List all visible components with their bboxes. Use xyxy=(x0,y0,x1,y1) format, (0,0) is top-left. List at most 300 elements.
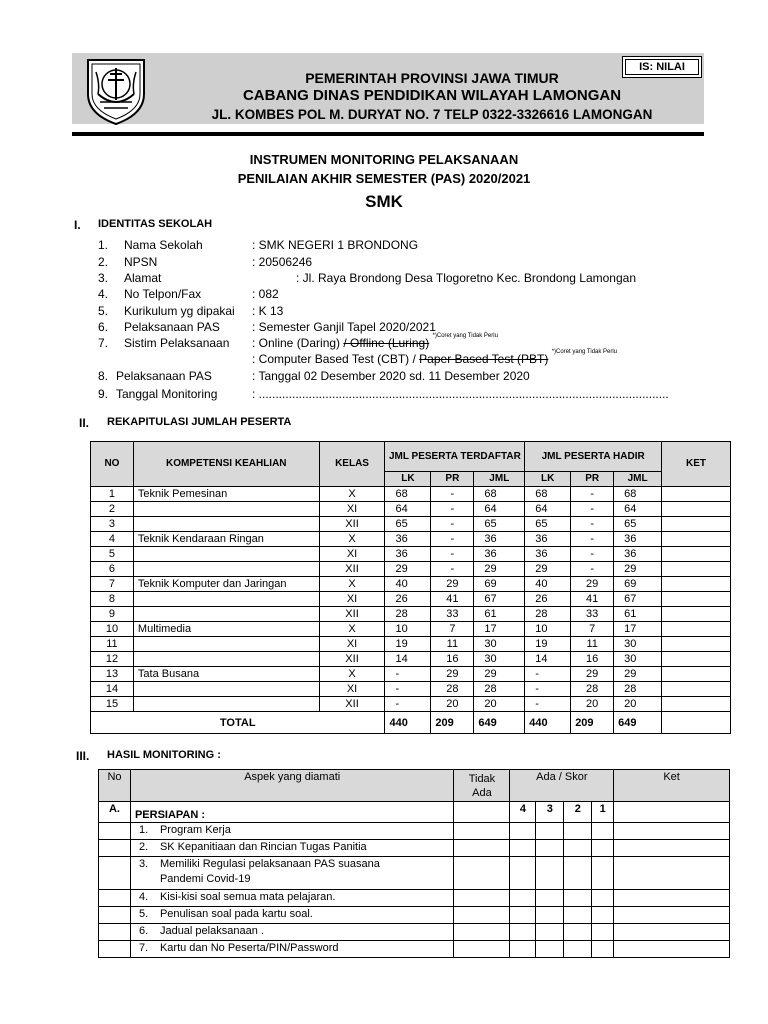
section-3-number: III. xyxy=(76,749,90,763)
recap-cell: 29 xyxy=(571,667,614,682)
aspect-cell xyxy=(130,907,454,924)
section-2-number: II. xyxy=(79,416,90,430)
recap-cell: - xyxy=(571,532,614,547)
monitoring-row xyxy=(99,823,730,840)
recap-cell: 14 xyxy=(525,652,571,667)
row-spacer xyxy=(99,924,131,941)
recap-cell: 12 xyxy=(91,652,134,667)
sistim-option-offline: / Offline (Luring) xyxy=(343,336,430,350)
monitoring-table xyxy=(98,769,730,958)
score-cell[interactable] xyxy=(510,840,536,857)
recap-cell: 20 xyxy=(614,697,662,712)
tidak-ada-cell[interactable] xyxy=(454,907,510,924)
group-label: PERSIAPAN : xyxy=(130,802,454,823)
form-code-badge: IS: NILAI xyxy=(622,56,702,78)
section-1-heading: IDENTITAS SEKOLAH xyxy=(98,218,213,230)
ket-cell[interactable] xyxy=(614,823,730,840)
total-value: 440 xyxy=(385,712,431,734)
recap-cell: 36 xyxy=(525,532,571,547)
score-cell[interactable] xyxy=(536,823,564,840)
ket-cell[interactable] xyxy=(614,907,730,924)
col-ada-skor: Ada / Skor xyxy=(510,770,614,802)
aspect-no: 4. xyxy=(138,891,149,903)
recap-cell: 29 xyxy=(385,562,431,577)
recap-row xyxy=(91,592,731,607)
row-spacer xyxy=(99,941,131,958)
recap-cell: 28 xyxy=(571,682,614,697)
ket-cell[interactable] xyxy=(614,924,730,941)
recap-cell: 4 xyxy=(91,532,134,547)
recap-cell: XI xyxy=(319,637,385,652)
recap-cell: - xyxy=(431,562,474,577)
recap-cell xyxy=(133,637,319,652)
score-cell[interactable] xyxy=(592,840,614,857)
recap-cell: 29 xyxy=(614,562,662,577)
recap-cell: 7 xyxy=(571,622,614,637)
score-cell[interactable] xyxy=(592,924,614,941)
recap-cell: 14 xyxy=(91,682,134,697)
identity-item-label: Kurikulum yg dipakai xyxy=(124,304,235,318)
total-value: 649 xyxy=(614,712,662,734)
recap-ket-cell xyxy=(662,532,731,547)
doc-title-2: PENILAIAN AKHIR SEMESTER (PAS) 2020/2021 xyxy=(237,171,531,186)
score-cell[interactable] xyxy=(592,890,614,907)
aspect-cell xyxy=(130,890,454,907)
section-2-heading: REKAPITULASI JUMLAH PESERTA xyxy=(107,416,292,428)
row-spacer xyxy=(99,857,131,890)
identity-item-label: Tanggal Monitoring xyxy=(116,387,218,401)
score-cell[interactable] xyxy=(510,823,536,840)
recap-cell: 16 xyxy=(571,652,614,667)
col-hadir-lk: LK xyxy=(525,472,571,487)
recap-cell: 10 xyxy=(525,622,571,637)
recap-cell: 5 xyxy=(91,547,134,562)
recap-cell: Teknik Kendaraan Ringan xyxy=(133,532,319,547)
recap-cell: 13 xyxy=(91,667,134,682)
recap-row xyxy=(91,577,731,592)
recap-cell: 36 xyxy=(385,532,431,547)
recap-ket-cell xyxy=(662,562,731,577)
recap-row xyxy=(91,622,731,637)
aspect-no: 5. xyxy=(138,908,149,920)
recap-cell: - xyxy=(431,517,474,532)
sistim-line-2 xyxy=(252,349,618,366)
recap-cell: 64 xyxy=(474,502,525,517)
identity-item-value: : ........................................................................................................................... xyxy=(252,387,669,401)
recap-cell: 36 xyxy=(614,547,662,562)
col-kelas: KELAS xyxy=(319,442,385,487)
recap-row xyxy=(91,517,731,532)
participant-recap-table xyxy=(90,441,731,734)
identity-item-value: : K 13 xyxy=(252,304,284,318)
tidak-ada-cell[interactable] xyxy=(454,802,510,823)
score-cell[interactable] xyxy=(592,857,614,890)
total-value: 209 xyxy=(571,712,614,734)
recap-cell: 11 xyxy=(431,637,474,652)
recap-cell: 36 xyxy=(385,547,431,562)
recap-cell: 64 xyxy=(525,502,571,517)
recap-cell: - xyxy=(431,547,474,562)
recap-cell: XII xyxy=(319,697,385,712)
score-cell[interactable] xyxy=(536,907,564,924)
score-cell[interactable] xyxy=(564,941,592,958)
score-cell[interactable] xyxy=(510,890,536,907)
score-cell[interactable] xyxy=(592,823,614,840)
recap-cell: - xyxy=(385,697,431,712)
recap-cell: XI xyxy=(319,592,385,607)
recap-cell: 19 xyxy=(525,637,571,652)
recap-cell: 29 xyxy=(474,562,525,577)
recap-ket-cell xyxy=(662,487,731,502)
tidak-ada-cell[interactable] xyxy=(454,941,510,958)
recap-cell: 15 xyxy=(91,697,134,712)
score-cell[interactable] xyxy=(510,857,536,890)
recap-cell: 26 xyxy=(385,592,431,607)
score-cell[interactable] xyxy=(564,840,592,857)
recap-cell: 29 xyxy=(431,667,474,682)
aspect-no: 1. xyxy=(138,824,149,836)
recap-ket-cell xyxy=(662,592,731,607)
doc-title-3: SMK xyxy=(365,192,403,211)
letterhead-line-2: CABANG DINAS PENDIDIKAN WILAYAH LAMONGAN xyxy=(242,87,622,104)
recap-cell: X xyxy=(319,622,385,637)
sistim-option-pbt: Paper Based Test (PBT) xyxy=(419,352,549,366)
recap-cell xyxy=(133,562,319,577)
total-label: TOTAL xyxy=(91,712,385,734)
col-kompetensi: KOMPETENSI KEAHLIAN xyxy=(133,442,319,487)
col-ket: Ket xyxy=(614,770,730,802)
recap-cell: 7 xyxy=(431,622,474,637)
tidak-ada-cell[interactable] xyxy=(454,924,510,941)
aspect-no: 6. xyxy=(138,925,149,937)
score-cell[interactable] xyxy=(536,857,564,890)
col-hadir-pr: PR xyxy=(571,472,614,487)
east-java-emblem-icon xyxy=(80,54,152,126)
score-cell[interactable] xyxy=(536,941,564,958)
monitoring-row xyxy=(99,840,730,857)
score-cell[interactable] xyxy=(536,924,564,941)
row-spacer xyxy=(99,840,131,857)
monitoring-row xyxy=(99,857,730,890)
identity-item-no: 5. xyxy=(98,304,109,318)
recap-row xyxy=(91,547,731,562)
recap-ket-cell xyxy=(662,577,731,592)
tidak-ada-cell[interactable] xyxy=(454,890,510,907)
recap-row xyxy=(91,607,731,622)
recap-cell: 3 xyxy=(91,517,134,532)
recap-cell: 1 xyxy=(91,487,134,502)
identity-item-label: No Telpon/Fax xyxy=(124,287,202,301)
col-terdaftar-jml: JML xyxy=(474,472,525,487)
score-cell[interactable] xyxy=(592,907,614,924)
identity-item-label: Pelaksanaan PAS xyxy=(124,320,220,334)
recap-cell xyxy=(133,592,319,607)
recap-ket-cell xyxy=(662,667,731,682)
col-no: NO xyxy=(91,442,134,487)
identity-item-no: 7. xyxy=(98,336,109,350)
col-terdaftar-pr: PR xyxy=(431,472,474,487)
monitoring-row xyxy=(99,941,730,958)
recap-row xyxy=(91,562,731,577)
aspect-cell xyxy=(130,857,454,890)
group-no: A. xyxy=(99,802,131,823)
recap-cell: 28 xyxy=(431,682,474,697)
recap-cell: - xyxy=(525,667,571,682)
col-no: No xyxy=(99,770,131,802)
identity-item-no: 6. xyxy=(98,320,109,334)
col-ket: KET xyxy=(662,442,731,487)
score-header: 1 xyxy=(592,802,614,823)
recap-cell: 36 xyxy=(474,547,525,562)
letterhead-line-1: PEMERINTAH PROVINSI JAWA TIMUR xyxy=(305,70,559,86)
recap-row xyxy=(91,502,731,517)
recap-cell: 26 xyxy=(525,592,571,607)
aspect-text: Penulisan soal pada kartu soal. xyxy=(159,908,313,920)
sistim-line-1 xyxy=(252,333,498,350)
recap-row xyxy=(91,532,731,547)
ket-cell[interactable] xyxy=(614,802,730,823)
score-cell[interactable] xyxy=(510,924,536,941)
recap-ket-cell xyxy=(662,517,731,532)
tidak-ada-cell[interactable] xyxy=(454,823,510,840)
recap-row xyxy=(91,667,731,682)
col-hadir-jml: JML xyxy=(614,472,662,487)
recap-cell: XI xyxy=(319,547,385,562)
col-terdaftar-lk: LK xyxy=(385,472,431,487)
identity-item-no: 8. xyxy=(98,369,109,383)
score-cell[interactable] xyxy=(564,857,592,890)
identity-item-value: : Semester Ganjil Tapel 2020/2021 xyxy=(252,320,436,334)
total-value: 649 xyxy=(474,712,525,734)
recap-cell: 2 xyxy=(91,502,134,517)
total-value: 440 xyxy=(525,712,571,734)
monitoring-row xyxy=(99,907,730,924)
recap-cell: 28 xyxy=(525,607,571,622)
identity-item-no: 1. xyxy=(98,238,109,252)
recap-cell: 9 xyxy=(91,607,134,622)
recap-cell: 19 xyxy=(385,637,431,652)
recap-cell: 33 xyxy=(571,607,614,622)
aspect-no: 3. xyxy=(138,858,149,870)
recap-cell: 36 xyxy=(614,532,662,547)
recap-cell: 65 xyxy=(525,517,571,532)
recap-cell: 7 xyxy=(91,577,134,592)
recap-cell: X xyxy=(319,577,385,592)
recap-cell: 30 xyxy=(614,637,662,652)
score-cell[interactable] xyxy=(564,823,592,840)
recap-cell: 17 xyxy=(614,622,662,637)
recap-cell: 16 xyxy=(431,652,474,667)
recap-cell: - xyxy=(525,697,571,712)
col-hadir: JML PESERTA HADIR xyxy=(525,442,662,472)
recap-cell: - xyxy=(571,502,614,517)
recap-cell: 17 xyxy=(474,622,525,637)
recap-cell: XII xyxy=(319,652,385,667)
recap-ket-cell xyxy=(662,502,731,517)
strike-note: *)Coret yang Tidak Perlu xyxy=(551,349,618,355)
recap-cell: - xyxy=(431,502,474,517)
aspect-text: Kartu dan No Peserta/PIN/Password xyxy=(159,942,339,954)
aspect-cell xyxy=(130,924,454,941)
recap-cell: 29 xyxy=(431,577,474,592)
score-cell[interactable] xyxy=(564,924,592,941)
identity-item-label: Pelaksanaan PAS xyxy=(116,369,212,383)
recap-cell: 65 xyxy=(385,517,431,532)
recap-cell: 11 xyxy=(91,637,134,652)
recap-ket-cell xyxy=(662,682,731,697)
score-cell[interactable] xyxy=(592,941,614,958)
recap-cell: 61 xyxy=(474,607,525,622)
recap-cell: 20 xyxy=(431,697,474,712)
recap-cell: 30 xyxy=(474,652,525,667)
identity-item-no: 3. xyxy=(98,271,109,285)
recap-cell: - xyxy=(385,682,431,697)
recap-cell: - xyxy=(525,682,571,697)
recap-cell: - xyxy=(571,547,614,562)
recap-cell: 68 xyxy=(474,487,525,502)
recap-cell: 64 xyxy=(614,502,662,517)
recap-cell xyxy=(133,517,319,532)
recap-cell: 30 xyxy=(474,637,525,652)
recap-cell: 36 xyxy=(525,547,571,562)
recap-cell: XI xyxy=(319,682,385,697)
recap-cell: 20 xyxy=(571,697,614,712)
recap-ket-cell xyxy=(662,607,731,622)
recap-cell: - xyxy=(385,667,431,682)
recap-cell: 68 xyxy=(385,487,431,502)
identity-item-no: 9. xyxy=(98,387,109,401)
score-header: 2 xyxy=(564,802,592,823)
recap-cell: XI xyxy=(319,502,385,517)
recap-cell xyxy=(133,547,319,562)
recap-cell: 64 xyxy=(385,502,431,517)
recap-cell: 10 xyxy=(385,622,431,637)
recap-ket-cell xyxy=(662,697,731,712)
recap-cell: 67 xyxy=(474,592,525,607)
ket-cell[interactable] xyxy=(614,941,730,958)
recap-cell: 28 xyxy=(614,682,662,697)
identity-item-no: 4. xyxy=(98,287,109,301)
aspect-text: Program Kerja xyxy=(159,824,231,836)
recap-cell xyxy=(133,682,319,697)
aspect-text: Memiliki Regulasi pelaksanaan PAS suasana Pandemi Covid-19 xyxy=(159,858,380,885)
doc-title-1: INSTRUMEN MONITORING PELAKSANAAN xyxy=(249,152,519,167)
identity-item-label: Alamat xyxy=(124,271,162,285)
recap-cell: 41 xyxy=(431,592,474,607)
recap-cell: - xyxy=(571,562,614,577)
identity-item-value: : 082 xyxy=(252,287,279,301)
ket-cell[interactable] xyxy=(614,840,730,857)
recap-cell: X xyxy=(319,667,385,682)
recap-cell: Teknik Komputer dan Jaringan xyxy=(133,577,319,592)
col-aspek: Aspek yang diamati xyxy=(130,770,454,802)
recap-row xyxy=(91,487,731,502)
recap-cell: 69 xyxy=(614,577,662,592)
recap-cell: Teknik Pemesinan xyxy=(133,487,319,502)
score-cell[interactable] xyxy=(536,840,564,857)
recap-cell: 29 xyxy=(474,667,525,682)
recap-cell: 14 xyxy=(385,652,431,667)
recap-ket-cell xyxy=(662,622,731,637)
recap-row xyxy=(91,652,731,667)
section-1-number: I. xyxy=(74,218,81,232)
total-ket xyxy=(662,712,731,734)
recap-cell: 61 xyxy=(614,607,662,622)
monitoring-row xyxy=(99,890,730,907)
monitoring-row xyxy=(99,924,730,941)
recap-ket-cell xyxy=(662,637,731,652)
recap-cell: 40 xyxy=(385,577,431,592)
recap-cell xyxy=(133,502,319,517)
score-cell[interactable] xyxy=(510,941,536,958)
recap-cell: 30 xyxy=(614,652,662,667)
recap-cell: 67 xyxy=(614,592,662,607)
recap-ket-cell xyxy=(662,547,731,562)
recap-cell: 20 xyxy=(474,697,525,712)
row-spacer xyxy=(99,823,131,840)
recap-cell xyxy=(133,652,319,667)
recap-cell: 36 xyxy=(474,532,525,547)
recap-cell: - xyxy=(431,487,474,502)
identity-item-value: : 20506246 xyxy=(252,255,313,269)
recap-cell: - xyxy=(571,487,614,502)
recap-cell: 33 xyxy=(431,607,474,622)
score-cell[interactable] xyxy=(536,890,564,907)
aspect-cell xyxy=(130,941,454,958)
recap-cell: 28 xyxy=(474,682,525,697)
recap-ket-cell xyxy=(662,652,731,667)
recap-cell: 41 xyxy=(571,592,614,607)
ket-cell[interactable] xyxy=(614,890,730,907)
score-cell[interactable] xyxy=(510,907,536,924)
recap-cell: 65 xyxy=(614,517,662,532)
letterhead-rule xyxy=(72,132,704,136)
identity-item-label: NPSN xyxy=(124,255,158,269)
recap-cell xyxy=(133,697,319,712)
recap-cell: 40 xyxy=(525,577,571,592)
recap-row xyxy=(91,697,731,712)
ket-cell[interactable] xyxy=(614,857,730,890)
recap-row xyxy=(91,637,731,652)
strike-note: *)Coret yang Tidak Perlu xyxy=(432,333,498,339)
aspect-no: 2. xyxy=(138,841,149,853)
col-tidak-ada: Tidak Ada xyxy=(454,770,510,802)
total-value: 209 xyxy=(431,712,474,734)
score-cell[interactable] xyxy=(564,907,592,924)
recap-cell: X xyxy=(319,487,385,502)
recap-cell: 29 xyxy=(614,667,662,682)
recap-cell: 28 xyxy=(385,607,431,622)
recap-cell: - xyxy=(571,517,614,532)
section-3-heading: HASIL MONITORING : xyxy=(107,749,221,761)
score-cell[interactable] xyxy=(564,890,592,907)
tidak-ada-cell[interactable] xyxy=(454,840,510,857)
identity-item-value: : SMK NEGERI 1 BRONDONG xyxy=(252,238,419,252)
recap-cell: XII xyxy=(319,517,385,532)
letterhead-line-3: JL. KOMBES POL M. DURYAT NO. 7 TELP 0322-3326616 LAMONGAN xyxy=(211,107,653,122)
aspect-cell xyxy=(130,823,454,840)
recap-cell: 65 xyxy=(474,517,525,532)
recap-cell: 68 xyxy=(525,487,571,502)
recap-cell: Multimedia xyxy=(133,622,319,637)
recap-cell xyxy=(133,607,319,622)
recap-cell: 68 xyxy=(614,487,662,502)
recap-cell: XII xyxy=(319,607,385,622)
tidak-ada-cell[interactable] xyxy=(454,857,510,890)
recap-cell: 10 xyxy=(91,622,134,637)
aspect-text: Kisi-kisi soal semua mata pelajaran. xyxy=(159,891,336,903)
sistim-option-cbt: : Computer Based Test (CBT) / xyxy=(252,352,420,366)
